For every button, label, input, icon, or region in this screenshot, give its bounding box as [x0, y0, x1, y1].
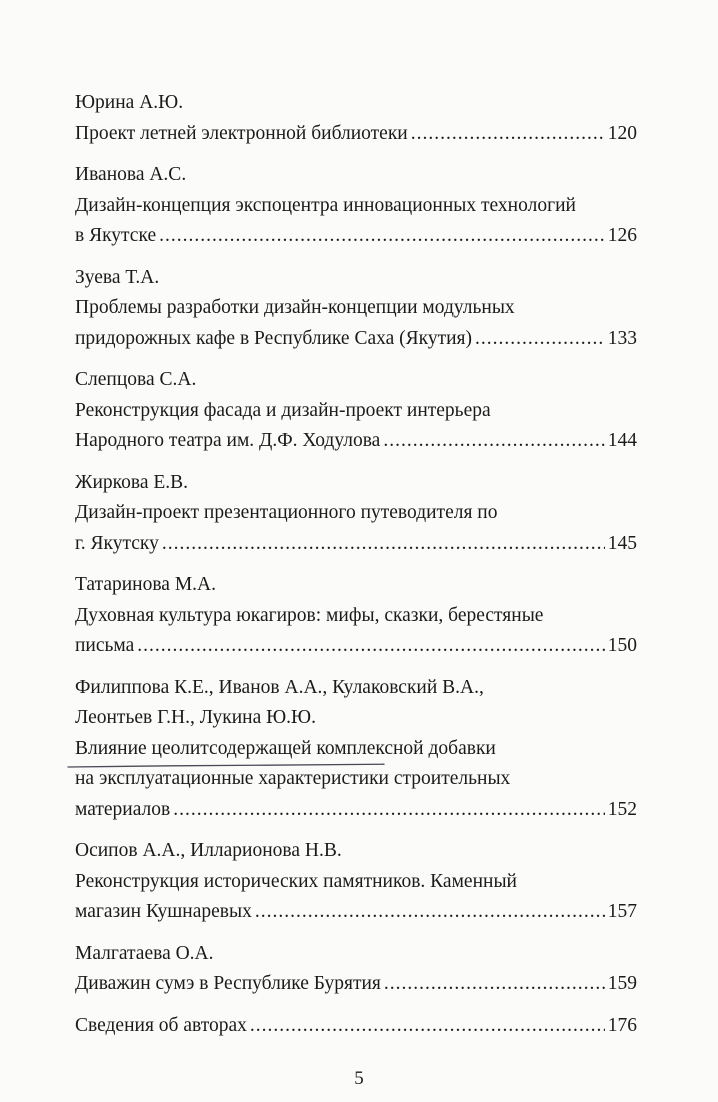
entry-title-end: в Якутске: [75, 225, 157, 246]
table-of-contents: [75, 88, 637, 1052]
entry-page: 144: [607, 430, 637, 451]
entry-title: Сведения об авторах: [75, 1014, 247, 1036]
toc-entry: [75, 570, 637, 662]
entry-title: Дизайн-проект презентационного путеводителя по: [75, 502, 498, 523]
entry-title-end: придорожных кафе в Республике Саха (Якутия): [75, 327, 473, 349]
entry-authors: Осипов А.А., Илларионова Н.В.: [75, 840, 342, 861]
entry-title: на эксплуатационные характеристики строительных: [75, 768, 511, 789]
entry-authors: Юрина А.Ю.: [75, 92, 184, 113]
entry-last-line: [75, 324, 637, 355]
entry-last-line: [75, 631, 637, 662]
entry-page: 176: [607, 1014, 637, 1036]
entry-page: 120: [607, 122, 637, 144]
entry-authors: Жиркова Е.В.: [75, 471, 189, 493]
pen-underline-mark: [66, 763, 386, 769]
toc-entry: [75, 836, 637, 928]
entry-title: Дизайн-концепция экспоцентра инновационных технологий: [75, 194, 576, 216]
entry-authors: Малгатаева О.А.: [75, 942, 214, 964]
leader-dots: [255, 897, 605, 928]
leader-dots: [384, 969, 605, 1000]
entry-last-line: [75, 529, 637, 560]
entry-last-line: [75, 1011, 637, 1042]
leader-dots: [475, 324, 605, 355]
entry-last-line: [75, 897, 637, 928]
entry-last-line: [75, 119, 637, 150]
entry-title-end: материалов: [75, 798, 171, 820]
entry-last-line: [75, 969, 637, 1000]
entry-title: Диважин сумэ в Республике Бурятия: [75, 973, 381, 994]
entry-page: 152: [607, 798, 637, 820]
entry-page: 145: [607, 532, 637, 554]
entry-authors: Филиппова К.Е., Иванов А.А., Кулаковский В.А.,: [75, 676, 484, 698]
entry-last-line: [75, 795, 637, 826]
entry-authors-cont: Леонтьев Г.Н., Лукина Ю.Ю.: [75, 707, 316, 728]
leader-dots: [162, 529, 605, 560]
toc-entry: [75, 263, 637, 355]
toc-entry: [75, 365, 637, 457]
leader-dots: [250, 1011, 605, 1042]
leader-dots: [137, 631, 604, 662]
leader-dots: [159, 221, 605, 252]
entry-page: 157: [607, 901, 637, 922]
entry-authors: Зуева Т.А.: [75, 266, 160, 288]
entry-authors: Слепцова С.А.: [75, 369, 197, 390]
entry-last-line: [75, 426, 637, 457]
entry-authors: Иванова А.С.: [75, 164, 187, 185]
entry-title-end: магазин Кушнаревых: [75, 901, 252, 922]
leader-dots: [173, 795, 605, 826]
entry-title: Проект летней электронной библиотеки: [75, 122, 408, 144]
toc-entry: [75, 939, 637, 1000]
entry-page: 150: [607, 635, 637, 656]
entry-title: Духовная культура юкагиров: мифы, сказки, берестяные: [75, 604, 544, 626]
toc-entry: [75, 160, 637, 252]
entry-title: Реконструкция фасада и дизайн-проект интерьера: [75, 399, 491, 421]
entry-title: Проблемы разработки дизайн-концепции модульных: [75, 297, 515, 318]
entry-title-end: г. Якутску: [75, 532, 159, 554]
toc-entry: [75, 1011, 637, 1042]
entry-page: 133: [607, 327, 637, 349]
leader-dots: [411, 119, 605, 150]
toc-entry: [75, 88, 637, 149]
entry-authors: Татаринова М.А.: [75, 574, 217, 595]
page-number: 5: [354, 1068, 364, 1089]
entry-title-end: письма: [75, 635, 135, 656]
entry-last-line: [75, 221, 637, 252]
toc-entry: [75, 673, 637, 826]
leader-dots: [383, 426, 604, 457]
entry-page: 126: [607, 225, 637, 246]
entry-page: 159: [607, 973, 637, 994]
toc-entry: [75, 468, 637, 560]
entry-title-end: Народного театра им. Д.Ф. Ходулова: [75, 430, 381, 451]
entry-title: Реконструкция исторических памятников. Каменный: [75, 870, 517, 892]
entry-title: Влияние цеолитсодержащей комплексной добавки: [75, 737, 496, 759]
